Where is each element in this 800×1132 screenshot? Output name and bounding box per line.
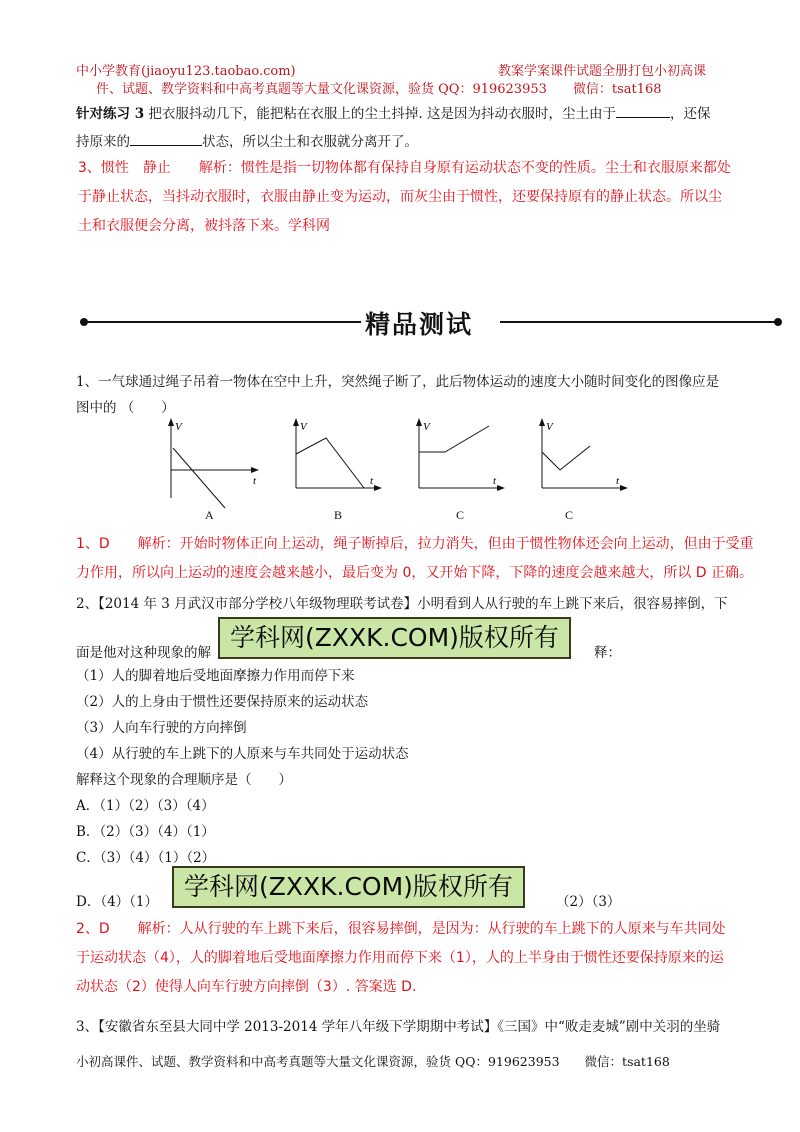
graph-c-t-label: t bbox=[493, 475, 497, 487]
graph-c-v-label: V bbox=[423, 421, 430, 433]
graph-a-v-label: V bbox=[175, 421, 182, 433]
header-line2: 件、试题、教学资料和中高考真题等大量文化课资源，验货 QQ：919623953 微信：tsat168 bbox=[96, 82, 662, 97]
practice-answer-line2: 于静止状态，当抖动衣服时，衣服由静止变为运动，而灰尘由于惯性，还要保持原有的静止状态。所以尘 bbox=[78, 189, 722, 205]
graph-b-label: B bbox=[334, 508, 343, 522]
q1-answer-line1: 1、D 解析：开始时物体正向上运动，绳子断掉后，拉力消失，但由于惯性物体还会向上运动，但由于受重 bbox=[76, 536, 754, 552]
footer: 小初高课件、试题、教学资料和中高考真题等大量文化课资源，验货 QQ：919623953 微信：tsat168 bbox=[76, 1054, 670, 1069]
graph-a-t-label: t bbox=[253, 475, 257, 487]
answer-blank-1 bbox=[616, 103, 670, 118]
q2-line1: 2、【2014 年 3 月武汉市部分学校八年级物理联考试卷】小明看到人从行驶的车上跳下来后，很容易摔倒，下 bbox=[76, 596, 728, 612]
q2-option-d-start: D．（4）（1） bbox=[76, 894, 159, 910]
q1-answer-line2: 力作用，所以向上运动的速度会越来越小，最后变为 0，又开始下降，下降的速度会越来越大，所以 D 正确。 bbox=[76, 565, 754, 581]
q2-prompt: 解释这个现象的合理顺序是（ ） bbox=[76, 772, 292, 788]
practice-question-line2: 持原来的 状态，所以尘土和衣服就分离开了。 bbox=[76, 130, 418, 150]
q2-item-4: （4）从行驶的车上跳下的人原来与车共同处于运动状态 bbox=[76, 746, 409, 762]
practice-answer-line1: 3、惯性 静止 解析：惯性是指一切物体都有保持自身原有运动状态不变的性质。尘土和衣服原来都处 bbox=[78, 160, 731, 176]
graph-d-v-label: V bbox=[546, 421, 553, 433]
watermark-2: 学科网(ZXXK.COM)版权所有 bbox=[172, 866, 525, 908]
q2-item-2: （2）人的上身由于惯性还要保持原来的运动状态 bbox=[76, 694, 369, 710]
q1-line1: 1、一气球通过绳子吊着一物体在空中上升，突然绳子断了，此后物体运动的速度大小随时间变化的图像应是 bbox=[76, 374, 720, 390]
graph-d-t-label: t bbox=[616, 475, 620, 487]
practice-question-line1: 针对练习 3 把衣服抖动几下，能把粘在衣服上的尘土抖掉. 这是因为抖动衣服时，尘土由于 ，还保 bbox=[76, 102, 710, 122]
q2-item-3: （3）人向车行驶的方向摔倒 bbox=[76, 720, 247, 736]
q2-answer-line2: 于运动状态（4），人的脚着地后受地面摩擦力作用而停下来（1），人的上半身由于惯性还要保持原来的运 bbox=[76, 950, 724, 966]
q3-line1: 3、【安徽省东至县大同中学 2013-2014 学年八年级下学期期中考试】《三国》中“败走麦城”剧中关羽的坐骑 bbox=[76, 1019, 721, 1035]
header-right: 教案学案课件试题全册打包小初高课 bbox=[498, 64, 707, 79]
q2-answer-line3: 动状态（2）使得人向车行驶方向摔倒（3）. 答案选 D. bbox=[76, 979, 417, 995]
graph-b-t-label: t bbox=[370, 475, 374, 487]
practice-label: 针对练习 3 bbox=[76, 106, 145, 122]
q2-option-b: B．（2）（3）（4）（1） bbox=[76, 824, 215, 840]
graph-c-label: C bbox=[456, 508, 465, 522]
q2-line2-start: 面是他对这种现象的解 bbox=[76, 645, 211, 661]
graph-c bbox=[405, 412, 515, 512]
graph-a-label: A bbox=[205, 508, 214, 522]
section-title: 精品测试 bbox=[365, 310, 474, 339]
graph-d-label: C bbox=[565, 508, 574, 522]
q2-option-d-end: （2）（3） bbox=[556, 894, 621, 910]
watermark-1: 学科网(ZXXK.COM)版权所有 bbox=[218, 617, 571, 659]
q2-item-1: （1）人的脚着地后受地面摩擦力作用而停下来 bbox=[76, 668, 355, 684]
q2-answer-line1: 2、D 解析：人从行驶的车上跳下来后，很容易摔倒，是因为：从行驶的车上跳下的人原来与车共同处 bbox=[76, 921, 726, 937]
answer-blank-2 bbox=[130, 131, 202, 146]
graph-a bbox=[155, 412, 265, 512]
q1-line2: 图中的 （ ） bbox=[76, 400, 175, 416]
graph-b-v-label: V bbox=[300, 421, 307, 433]
q2-option-a: A．（1）（2）（3）（4） bbox=[76, 798, 215, 814]
graph-d bbox=[528, 412, 638, 512]
header-left: 中小学教育(jiaoyu123.taobao.com) bbox=[76, 64, 296, 79]
graph-b bbox=[282, 412, 392, 512]
q2-option-c: C．（3）（4）（1）（2） bbox=[76, 850, 216, 866]
q2-line2-end: 释： bbox=[594, 645, 621, 661]
practice-answer-line3: 土和衣服便会分离，被抖落下来。学科网 bbox=[78, 218, 330, 234]
